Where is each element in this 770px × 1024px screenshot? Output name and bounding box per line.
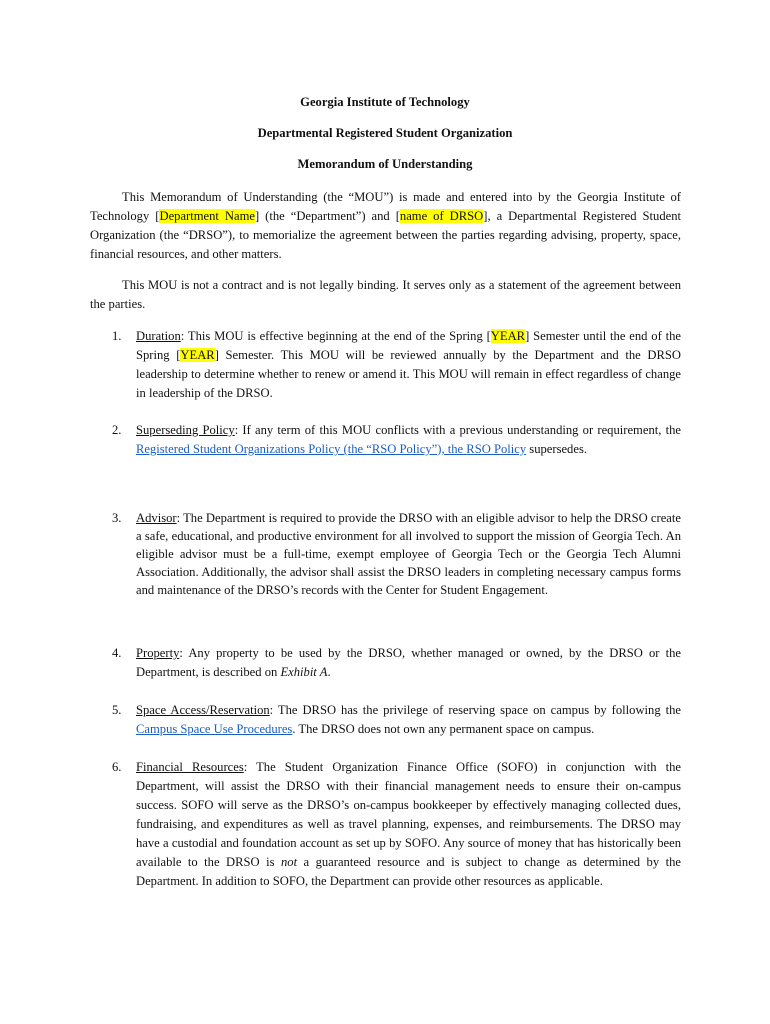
superseding-policy-item bbox=[136, 421, 681, 459]
intro-paragraph bbox=[90, 188, 681, 264]
intro-text: ], a Departmental Registered Student Organization (the “DRSO”), to memorialize the agreement between the parties regarding advising, property, space, financial resources, and other matters. bbox=[90, 209, 682, 261]
exhibit-reference: Exhibit A bbox=[280, 665, 328, 679]
item-number: 5. bbox=[112, 703, 122, 717]
superseding-policy-heading: Superseding Policy bbox=[136, 423, 235, 437]
item-text: . The DRSO does not own any permanent space on campus. bbox=[292, 722, 595, 736]
property-heading: Property bbox=[136, 646, 180, 660]
item-text: : This MOU is effective beginning at the end of the Spring [ bbox=[180, 329, 491, 343]
item-text: ] Semester. This MOU will be reviewed annually by the Department and the DRSO leadership to determine whether to renew or amend it. This MOU will remain in effect regardless of change in leadership of the DRSO. bbox=[136, 348, 681, 400]
page-title: Memorandum of Understanding bbox=[297, 157, 473, 171]
item-text: : The Department is required to provide the DRSO with an eligible advisor to help the DRSO create a safe, educational, and productive environment for all involved to support the mission of Georgia Tech. An eligible advisor must be a full-time, exempt employee of Georgia Tech or the Georgia Tech Alumni Association. Additionally, the advisor shall assist the DRSO leaders in completing necessary campus forms and maintenance of the DRSO’s records with the Center for Student Engagement. bbox=[136, 511, 681, 597]
drso-name-placeholder: name of DRSO bbox=[399, 209, 484, 223]
item-number: 3. bbox=[112, 511, 122, 525]
rso-policy-link[interactable]: Registered Student Organizations Policy (the “RSO Policy”), the RSO Policy bbox=[136, 442, 527, 456]
non-binding-paragraph: This MOU is not a contract and is not legally binding. It serves only as a statement of the agreement between the parties. bbox=[90, 278, 681, 311]
item-text: supersedes. bbox=[526, 442, 587, 456]
item-text: : The DRSO has the privilege of reserving space on campus by following the bbox=[269, 703, 682, 717]
year-placeholder: YEAR bbox=[180, 348, 215, 362]
space-access-heading: Space Access/Reservation bbox=[136, 703, 270, 717]
intro-text: ] (the “Department”) and [ bbox=[254, 209, 400, 223]
department-name-placeholder: Department Name bbox=[159, 209, 255, 223]
duration-heading: Duration bbox=[136, 329, 181, 343]
financial-resources-heading: Financial Resources bbox=[136, 760, 244, 774]
item-number: 6. bbox=[112, 760, 122, 774]
item-text: : Any property to be used by the DRSO, whether managed or owned, by the DRSO or the Department, is described on bbox=[136, 646, 681, 679]
item-number: 2. bbox=[112, 423, 122, 437]
intro-text: This Memorandum of Understanding (the “MOU”) is made and entered into by the Georgia Institute of Technology [ bbox=[90, 190, 681, 223]
emphasis-not: not bbox=[280, 855, 298, 869]
institution-heading: Georgia Institute of Technology bbox=[300, 95, 470, 109]
item-text: ] Semester until the end of the Spring [ bbox=[136, 329, 681, 362]
subtitle-heading: Departmental Registered Student Organization bbox=[257, 126, 513, 140]
campus-space-link[interactable]: Campus Space Use Procedures bbox=[136, 722, 293, 736]
duration-item bbox=[136, 327, 681, 403]
advisor-heading: Advisor bbox=[136, 511, 177, 525]
year-placeholder: YEAR bbox=[490, 329, 526, 343]
advisor-item bbox=[136, 509, 681, 599]
financial-resources-item bbox=[136, 758, 681, 891]
item-number: 1. bbox=[112, 329, 122, 343]
item-text: . bbox=[327, 665, 331, 679]
property-item bbox=[136, 644, 681, 682]
space-access-item bbox=[136, 701, 681, 739]
item-text: a guaranteed resource and is subject to change as determined by the Department. In addition to SOFO, the Department can provide other resources as applicable. bbox=[136, 855, 681, 888]
item-text: : If any term of this MOU conflicts with a previous understanding or requirement, the bbox=[234, 423, 681, 437]
item-text: : The Student Organization Finance Office (SOFO) in conjunction with the Department, will assist the DRSO with their financial management needs to ensure their on-campus success. SOFO will serve as the DRSO’s on-campus bookkeeper by effectively managing collected dues, fundraising, and expenditures as well as travel planning, expenses, and reimbursements. The DRSO may have a custodial and foundation account as set up by SOFO. Any source of money that has historically been available to the DRSO is bbox=[136, 760, 681, 869]
item-number: 4. bbox=[112, 646, 122, 660]
